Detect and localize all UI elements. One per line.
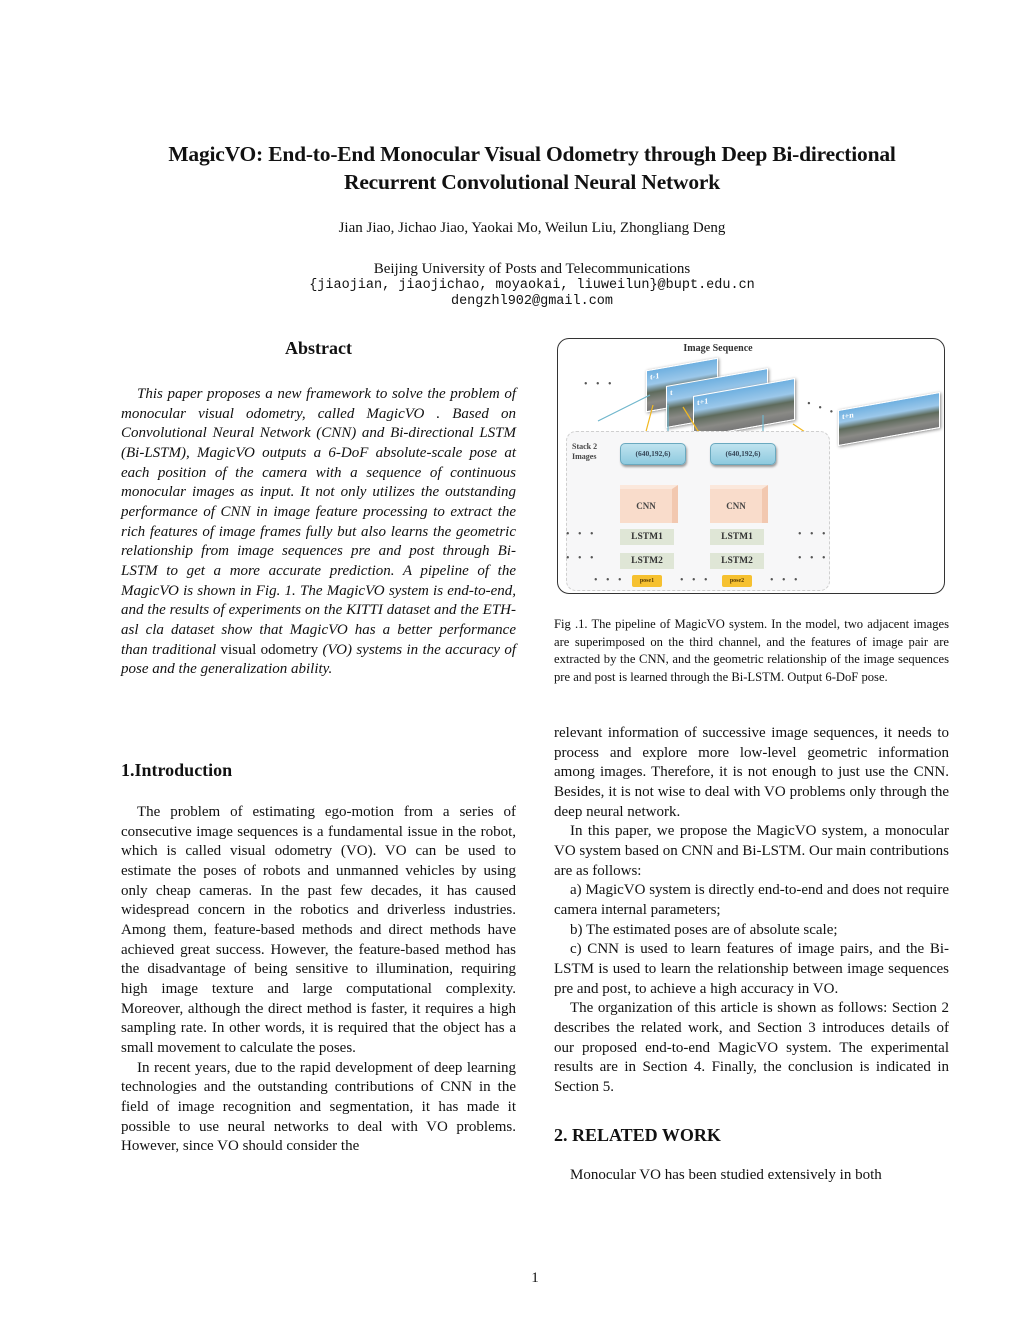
introduction-body	[121, 803, 516, 1157]
affiliation: Beijing University of Posts and Telecommunications	[373, 261, 691, 277]
lstm2-block-2: LSTM2	[710, 553, 764, 569]
paper-title-line-1: MagicVO: End-to-End Monocular Visual Odometry through Deep Bi-directional	[168, 142, 896, 166]
image-frame-t-plus-n: t+n	[838, 392, 940, 446]
abstract-paragraph	[121, 385, 516, 680]
contribution-c: c) CNN is used to learn features of image pairs, and the Bi-LSTM is used to learn the relationship between image sequences pre and post, to achieve a high accuracy in VO.	[554, 941, 949, 997]
paper-title	[60, 140, 1004, 196]
abstract-upright-text: visual odometry	[220, 641, 319, 658]
contribution-b: b) The estimated poses are of absolute scale;	[570, 921, 838, 938]
introduction-heading: 1.Introduction	[121, 760, 233, 780]
image-frame-t-minus-1: t-1	[646, 358, 718, 413]
intro-paragraph-1: The problem of estimating ego-motion from a series of consecutive image sequences is a fundamental issue in the robot, which is called visual odometry (VO). VO can be used to estimate the poses of robots and unmanned vehicles by using only cheap cameras. In the past few decades, it has caused widespread concern in the robotics and driverless industries. Among them, feature-based methods and direct methods have achieved great success. However, the feature-based method has the disadvantage of being sensitive to illumination, requiring high image texture and large computational complexity. Moreover, although the direct method is faster, it requires a high sampling rate. In other words, it is required that the object has a small movement to calculate the poses.	[121, 804, 516, 1056]
figure-1-pipeline-diagram	[557, 338, 945, 594]
paragraph-proposal: In this paper, we propose the MagicVO system, a monocular VO system based on CNN and Bi-LSTM. Our main contributions are as follows:	[554, 823, 949, 879]
related-work-text: Monocular VO has been studied extensively in both	[570, 1167, 882, 1183]
ellipsis-dots: • • •	[680, 575, 711, 586]
ellipsis-dots: • • •	[566, 529, 597, 540]
lstm2-block-1: LSTM2	[620, 553, 674, 569]
image-frame-t-plus-1: t+1	[693, 378, 795, 438]
author-list: Jian Jiao, Jichao Jiao, Yaokai Mo, Weilun Liu, Zhongliang Deng	[338, 220, 726, 236]
related-work-heading: 2. RELATED WORK	[554, 1125, 721, 1145]
abstract-text-end: (VO) systems in the accuracy of pose and the generalization ability.	[121, 641, 517, 678]
ellipsis-dots: • • •	[594, 575, 625, 586]
cnn-block-1: CNN	[620, 485, 678, 523]
lstm1-block-2: LSTM1	[710, 529, 764, 545]
pose-output-1: pose1	[632, 575, 662, 587]
stack-label: Stack 2 Images	[572, 442, 598, 461]
affiliation-block	[60, 260, 1004, 310]
paper-title-line-2: Recurrent Convolutional Neural Network	[344, 170, 720, 194]
ellipsis-dots: • • •	[770, 575, 801, 586]
contribution-a: a) MagicVO system is directly end-to-end and does not require camera internal parameters;	[554, 882, 949, 918]
image-frame-t: t	[666, 368, 768, 428]
abstract-heading: Abstract	[285, 338, 352, 358]
abstract-body	[121, 385, 516, 680]
email-line-2: dengzhl902@gmail.com	[450, 294, 614, 309]
ellipsis-dots: • • •	[584, 379, 615, 390]
lstm1-block-1: LSTM1	[620, 529, 674, 545]
right-column-body	[554, 724, 949, 1097]
pose-output-2: pose2	[722, 575, 752, 587]
ellipsis-dots: • • •	[798, 553, 829, 564]
ellipsis-dots: • • •	[805, 398, 838, 419]
figure-1-caption: Fig .1. The pipeline of MagicVO system. In the model, two adjacent images are superimposed on the third channel, and the features of image pair are extracted by the CNN, and the geometric relationship of the image sequences pre and post is learned through the Bi-LSTM. Output 6-DoF pose.	[554, 617, 949, 684]
ellipsis-dots: • • •	[566, 553, 597, 564]
input-dims-box-1: (640,192,6)	[620, 443, 686, 465]
intro-paragraph-2: In recent years, due to the rapid development of deep learning technologies and the outstanding contributions of CNN in the field of image recognition and segmentation, it has made it possible to use neural networks to deal with VO problems. However, since VO should consider the	[121, 1059, 516, 1155]
cnn-block-2: CNN	[710, 485, 768, 523]
email-line-1: {jiaojian, jiaojichao, moyaokai, liuweilun}@bupt.edu.cn	[309, 278, 755, 293]
input-dims-box-2: (640,192,6)	[710, 443, 776, 465]
paragraph-continued: relevant information of successive image sequences, it needs to process and explore more low-level geometric information among images. Therefore, it is not enough to just use the CNN. Besides, it is not wise to deal with VO problems only through the deep neural network.	[554, 725, 949, 820]
paragraph-organization: The organization of this article is shown as follows: Section 2 describes the related work, and Section 3 introduces details of our proposed end-to-end MagicVO system. The experimental results are in Section 4. Finally, the conclusion is indicated in Section 5.	[554, 1000, 949, 1095]
ellipsis-dots: • • •	[798, 529, 829, 540]
abstract-text: This paper proposes a new framework to solve the problem of monocular visual odometry, called MagicVO . Based on Convolutional Neural Network (CNN) and Bi-directional LSTM (Bi-LSTM), MagicVO outputs a 6-DoF absolute-scale pose at each position of the camera with a sequence of continuous monocular images as input. It not only utilizes the outstanding performance of CNN in image feature processing to extract the rich features of image frames fully but also learns the geometric relationship from image sequences pre and post through Bi-LSTM to get a more accurate prediction. A pipeline of the MagicVO is shown in Fig. 1. The MagicVO system is end-to-end, and the results of experiments on the KITTI dataset and the ETH-asl cla dataset show that MagicVO has a better performance than traditional	[121, 386, 516, 658]
figure-title: Image Sequence	[683, 343, 753, 354]
page-number: 1	[531, 1270, 539, 1286]
